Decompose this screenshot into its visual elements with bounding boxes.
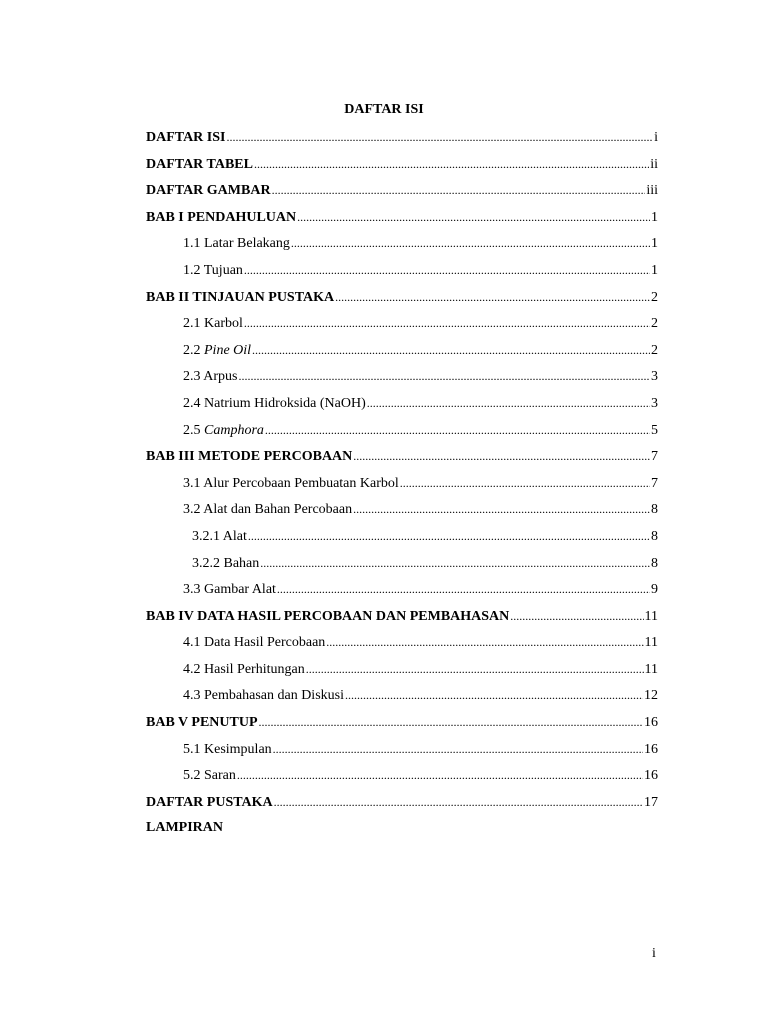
toc-entry-label: 2.1 Karbol [183,316,243,332]
toc-entry-page: 8 [651,502,658,518]
dot-leader [238,367,650,385]
toc-entry [146,527,658,554]
toc-entry-label: 2.3 Arpus [183,369,238,385]
toc-entry-label: 3.2.2 Bahan [192,555,260,571]
toc-entry-label: 4.2 Hasil Perhitungan [183,661,305,677]
table-of-contents [146,128,658,846]
toc-entry-label: 1.2 Tujuan [183,262,243,278]
toc-entry-page: 12 [644,688,658,704]
toc-entry-label: BAB II TINJAUAN PUSTAKA [146,289,335,305]
dot-leader [254,155,649,173]
toc-entry-page: 1 [651,236,658,252]
toc-entry-page: 16 [644,741,658,757]
toc-entry [146,713,658,740]
toc-entry-page: iii [646,183,658,199]
toc-entry [146,288,658,315]
dot-leader [345,686,643,704]
toc-entry-page: 11 [644,661,658,677]
dot-leader [291,234,650,252]
dot-leader [260,554,650,572]
toc-entry-page: 1 [651,262,658,278]
dot-leader [326,633,643,651]
dot-leader [335,288,650,306]
toc-entry-label: 2.4 Natrium Hidroksida (NaOH) [183,395,366,411]
toc-entry-page: 5 [651,422,658,438]
dot-leader [367,394,650,412]
dot-leader [248,527,650,545]
toc-entry [146,580,658,607]
toc-entry [146,261,658,288]
toc-entry [146,341,658,368]
page-number: i [652,946,656,961]
toc-entry [146,128,658,155]
dot-leader [400,474,650,492]
toc-entry-page: 3 [651,395,658,411]
toc-entry-label: BAB III METODE PERCOBAAN [146,449,353,465]
toc-entry-page: 11 [644,608,658,624]
dot-leader [226,128,653,146]
toc-entry-label: 4.1 Data Hasil Percobaan [183,635,326,651]
toc-entry-label: 2.5 Camphora [183,422,264,438]
dot-leader [265,421,650,439]
toc-entry-page: ii [650,156,658,172]
toc-entry [146,367,658,394]
toc-entry-label: 3.1 Alur Percobaan Pembuatan Karbol [183,475,399,491]
toc-entry [146,633,658,660]
toc-entry-page: 17 [644,794,658,810]
toc-entry [146,819,658,846]
toc-entry-label: BAB I PENDAHULUAN [146,209,297,225]
toc-entry-label: 3.2.1 Alat [192,528,247,544]
toc-entry [146,208,658,235]
dot-leader [353,447,650,465]
dot-leader [273,740,643,758]
dot-leader [244,261,650,279]
toc-entry-page: 1 [651,209,658,225]
toc-entry [146,766,658,793]
toc-entry-page: 7 [651,475,658,491]
toc-entry [146,181,658,208]
toc-entry-label: 4.3 Pembahasan dan Diskusi [183,688,344,704]
toc-entry [146,421,658,448]
toc-entry-label: LAMPIRAN [146,820,223,836]
toc-entry-page: 2 [651,342,658,358]
toc-entry [146,447,658,474]
dot-leader [277,580,650,598]
toc-entry-label: 3.2 Alat dan Bahan Percobaan [183,502,353,518]
toc-entry-page: 16 [644,715,658,731]
toc-entry-page: 9 [651,582,658,598]
toc-entry-page: 16 [644,768,658,784]
document-title: DAFTAR ISI [344,102,424,117]
toc-entry [146,474,658,501]
toc-entry-label: 2.2 Pine Oil [183,342,252,358]
toc-entry [146,234,658,261]
toc-entry-page: 7 [651,449,658,465]
toc-entry-label: BAB V PENUTUP [146,715,258,731]
dot-leader [353,500,650,518]
toc-entry-label: 1.1 Latar Belakang [183,236,290,252]
toc-entry [146,500,658,527]
toc-entry [146,394,658,421]
dot-leader [252,341,650,359]
toc-entry-label: DAFTAR PUSTAKA [146,794,273,810]
toc-entry [146,155,658,182]
toc-entry [146,793,658,820]
toc-entry-page: 2 [651,289,658,305]
toc-entry-label: DAFTAR ISI [146,130,226,145]
toc-entry-page: 2 [651,316,658,332]
toc-entry [146,554,658,581]
toc-entry [146,607,658,634]
toc-entry-label: BAB IV DATA HASIL PERCOBAAN DAN PEMBAHASAN [146,608,510,624]
dot-leader [510,607,643,625]
dot-leader [259,713,643,731]
toc-entry-label: 5.1 Kesimpulan [183,741,272,757]
toc-entry-page: 8 [651,528,658,544]
dot-leader [244,314,650,332]
dot-leader [274,793,643,811]
toc-entry-label: 5.2 Saran [183,768,236,784]
toc-entry-label: DAFTAR TABEL [146,156,253,172]
toc-entry [146,740,658,767]
toc-entry [146,660,658,687]
toc-entry-page: 8 [651,555,658,571]
dot-leader [297,208,650,226]
toc-entry [146,314,658,341]
toc-entry-label: 3.3 Gambar Alat [183,582,276,598]
dot-leader [272,181,646,199]
toc-entry [146,686,658,713]
toc-entry-label: DAFTAR GAMBAR [146,183,271,199]
dot-leader [306,660,644,678]
toc-entry-page: 11 [644,635,658,651]
toc-entry-page: 3 [651,369,658,385]
toc-entry-page: i [654,130,658,145]
dot-leader [237,766,643,784]
